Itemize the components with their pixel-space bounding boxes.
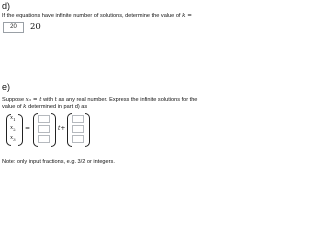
- var-x3: [10, 135, 16, 142]
- particular-x1-input[interactable]: [38, 115, 50, 123]
- direction-x2-input[interactable]: [72, 125, 84, 133]
- particular-right-paren: [51, 113, 56, 147]
- var-x3-letter: x: [10, 135, 14, 141]
- var-x1: [10, 115, 16, 122]
- k-value-input[interactable]: 20: [3, 22, 24, 33]
- var-x2: [10, 125, 16, 132]
- var-x2-letter: x: [10, 125, 14, 131]
- vars-right-paren: [18, 114, 23, 146]
- var-x1-sub: 1: [13, 117, 16, 123]
- particular-x2-input[interactable]: [38, 125, 50, 133]
- part-e-with: with: [43, 97, 54, 103]
- k-symbol: k: [23, 104, 27, 110]
- k-equals-symbol: k =: [182, 13, 192, 19]
- k-value-rendered: 20: [30, 22, 41, 32]
- var-x3-sub: 3: [13, 137, 16, 143]
- direction-right-paren: [85, 113, 90, 147]
- part-d-question-text: If the equations have infinite number of solutions, determine the value of: [2, 13, 181, 19]
- direction-x1-input[interactable]: [72, 115, 84, 123]
- part-e-suppose: Suppose: [2, 97, 25, 103]
- plus-t-symbol: t+: [58, 125, 66, 132]
- part-e-value-of: value of: [2, 104, 22, 110]
- x3-equals-t: x₃ = t: [25, 97, 42, 103]
- part-e-label: e): [2, 82, 11, 92]
- part-e-line-1: [2, 97, 197, 104]
- particular-x3-input[interactable]: [38, 135, 50, 143]
- input-format-note: Note: only input fractions, e.g. 3/2 or integers.: [2, 159, 115, 165]
- equals-sign: =: [25, 125, 31, 132]
- var-x2-sub: 2: [13, 127, 16, 133]
- part-e-line-2-rest: determined in part d) as: [28, 104, 88, 110]
- part-d-question: [2, 13, 192, 20]
- var-x1-letter: x: [10, 115, 14, 121]
- direction-x3-input[interactable]: [72, 135, 84, 143]
- part-d-label: d): [2, 1, 11, 11]
- part-e-line-2: [2, 104, 87, 111]
- t-symbol: t: [54, 97, 57, 103]
- part-e-line-1-rest: as any real number. Express the infinite solutions for the: [58, 97, 198, 103]
